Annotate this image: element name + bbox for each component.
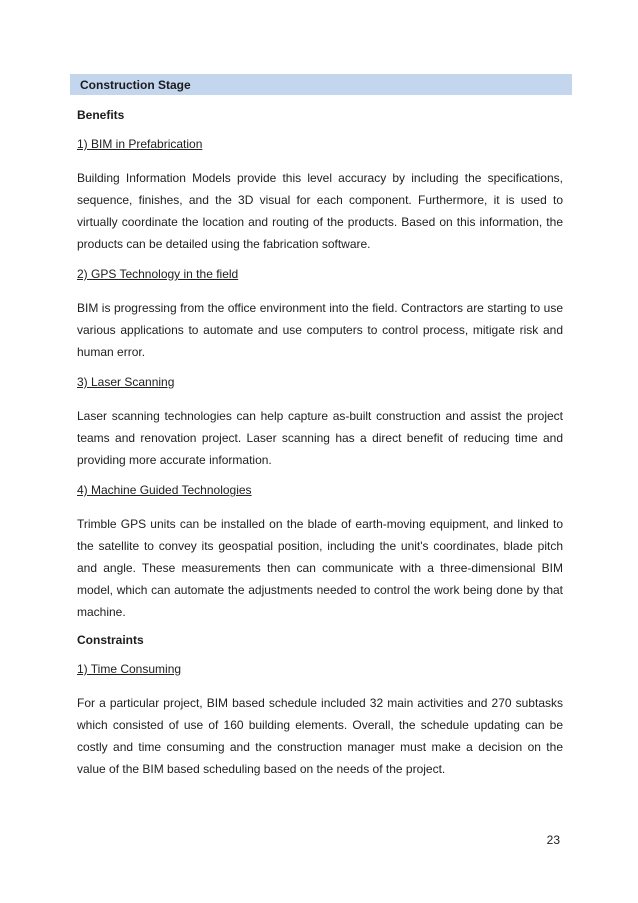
section-banner: [70, 74, 572, 95]
subheading-machine-guided-technologies: 4) Machine Guided Technologies: [77, 483, 252, 497]
paragraph-laser-scanning: Laser scanning technologies can help capture as-built construction and assist the project teams and renovation project. Laser scanning has a direct benefit of reducing time and providing more accurate information.: [77, 409, 563, 467]
subheading-bim-in-prefabrication: 1) BIM in Prefabrication: [77, 137, 203, 151]
paragraph-machine-guided-technologies: Trimble GPS units can be installed on the blade of earth-moving equipment, and linked to the satellite to convey its geospatial position, including the unit's coordinates, blade pitch and angle. These measurements then can communicate with a three-dimensional BIM model, which can automate the adjustments needed to control the work being done by that machine.: [77, 517, 563, 619]
paragraph-time-consuming: For a particular project, BIM based schedule included 32 main activities and 270 subtasks which consisted of use of 160 building elements. Overall, the schedule updating can be costly and time consuming and the construction manager must make a decision on the value of the BIM based scheduling based on the needs of the project.: [77, 696, 563, 776]
subheading-gps-technology: 2) GPS Technology in the field: [77, 267, 239, 281]
paragraph-gps-technology: BIM is progressing from the office environment into the field. Contractors are starting to use various applications to automate and use computers to control process, mitigate risk and human error.: [77, 301, 563, 359]
document-content: [77, 108, 563, 780]
heading-benefits: Benefits: [77, 108, 125, 122]
subheading-time-consuming: 1) Time Consuming: [77, 662, 182, 676]
banner-title: Construction Stage: [80, 77, 191, 92]
paragraph-bim-in-prefabrication: Building Information Models provide this level accuracy by including the specifications, sequence, finishes, and the 3D visual for each component. Furthermore, it is used to virtually coordinate the location and routing of the products. Based on this information, the products can be detailed using the fabrication software.: [77, 171, 563, 251]
heading-constraints: Constraints: [77, 633, 144, 647]
subheading-laser-scanning: 3) Laser Scanning: [77, 375, 175, 389]
page-number: 23: [546, 833, 560, 847]
